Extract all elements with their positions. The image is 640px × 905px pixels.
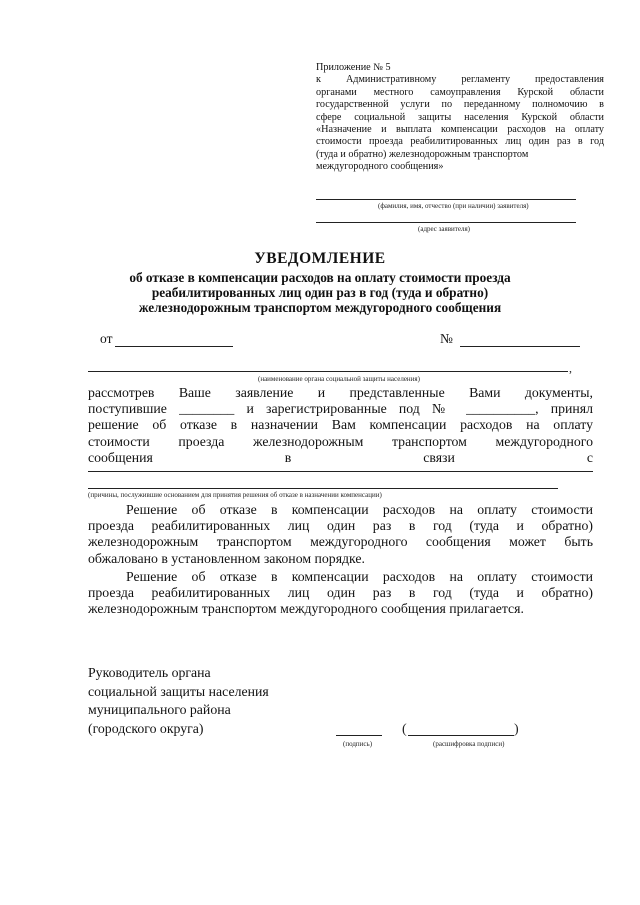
organ-line-comma: , [569,361,572,375]
appendix-line: к Административному регламенту предоставления [316,74,604,86]
paragraph-line: железнодорожным транспортом междугородного сообщения может быть [88,534,593,550]
paragraph-line: Решение об отказе в компенсации расходов на оплату стоимости [126,502,593,517]
paragraph-line: стоимости проезда железнодорожным транспортом междугородного [88,433,593,449]
appendix-block [316,62,604,174]
from-label: от [100,331,113,346]
paragraph-attached [88,569,593,618]
reasons-line[interactable] [88,488,558,489]
appendix-line: органами местного самоуправления Курской области [316,86,604,98]
paragraph-line: Решение об отказе в компенсации расходов на оплату стоимости [126,569,593,584]
organ-name-caption: (наименование органа социальной защиты населения) [258,375,420,383]
signatory-line: Руководитель органа [88,665,211,680]
paragraph-line: обжаловано в установленном законом порядке. [88,550,365,566]
appendix-line: Приложение № 5 [316,62,391,73]
title-subline: реабилитированных лиц один раз в год (туда и обратно) [151,285,489,300]
appendix-line: государственной услуги по переданному полномочию в [316,99,604,111]
title-subline: железнодорожным транспортом междугородного сообщения [138,300,502,315]
paragraph-line: железнодорожным транспортом междугородного сообщения прилагается. [88,601,524,617]
reasons-line[interactable] [88,471,593,472]
number-field-line[interactable] [460,346,580,347]
signature-decode-line[interactable] [408,735,514,736]
appendix-line: сфере социальной защиты населения Курской области [316,111,604,123]
signature-decode-caption: (расшифровка подписи) [433,740,505,748]
signature-line[interactable] [336,735,382,736]
page-title: УВЕДОМЛЕНИЕ [254,250,386,267]
applicant-name-line[interactable] [316,199,576,200]
signatory-line: (городского округа) [88,720,204,736]
applicant-name-caption: (фамилия, имя, отчество (при наличии) заявителя) [378,202,529,210]
paragraph-line: решение об отказе в назначении Вам компенсации расходов на оплату [88,417,593,433]
appendix-line: междугородного сообщения» [316,161,444,173]
paren-open: ( [402,722,407,737]
signature-caption: (подпись) [343,740,373,748]
number-label: № [440,331,453,346]
paragraph-line: проезда реабилитированных лиц один раз в год (туда и обратно) [88,518,593,534]
paragraph-line: рассмотрев Ваше заявление и представленные Вами документы, [88,385,593,400]
paragraph-line: проезда реабилитированных лиц один раз в год (туда и обратно) [88,585,593,601]
paragraph-line: поступившие ________ и зарегистрированные под № __________, принял [88,401,593,417]
signatory-title [88,664,269,738]
paren-close: ) [514,722,519,737]
reasons-caption: (причины, послужившие основанием для принятия решения об отказе в назначении компенсации) [88,491,382,499]
paragraph-decision [88,385,593,466]
paragraph-appeal [88,502,593,567]
appendix-line: стоимости проезда реабилитированных лиц один раз в год [316,136,604,148]
signatory-line: социальной защиты населения [88,683,269,699]
signatory-line: муниципального района [88,702,231,717]
appendix-line: «Назначение и выплата компенсации расходов на оплату [316,124,604,136]
organ-name-line[interactable] [88,371,568,372]
title-subline: об отказе в компенсации расходов на оплату стоимости проезда [129,270,511,285]
paragraph-line: сообщения в связи с [88,449,593,465]
applicant-address-line[interactable] [316,222,576,223]
date-field-line[interactable] [115,346,233,347]
applicant-address-caption: (адрес заявителя) [418,225,470,233]
appendix-line: (туда и обратно) железнодорожным транспортом [316,148,529,160]
